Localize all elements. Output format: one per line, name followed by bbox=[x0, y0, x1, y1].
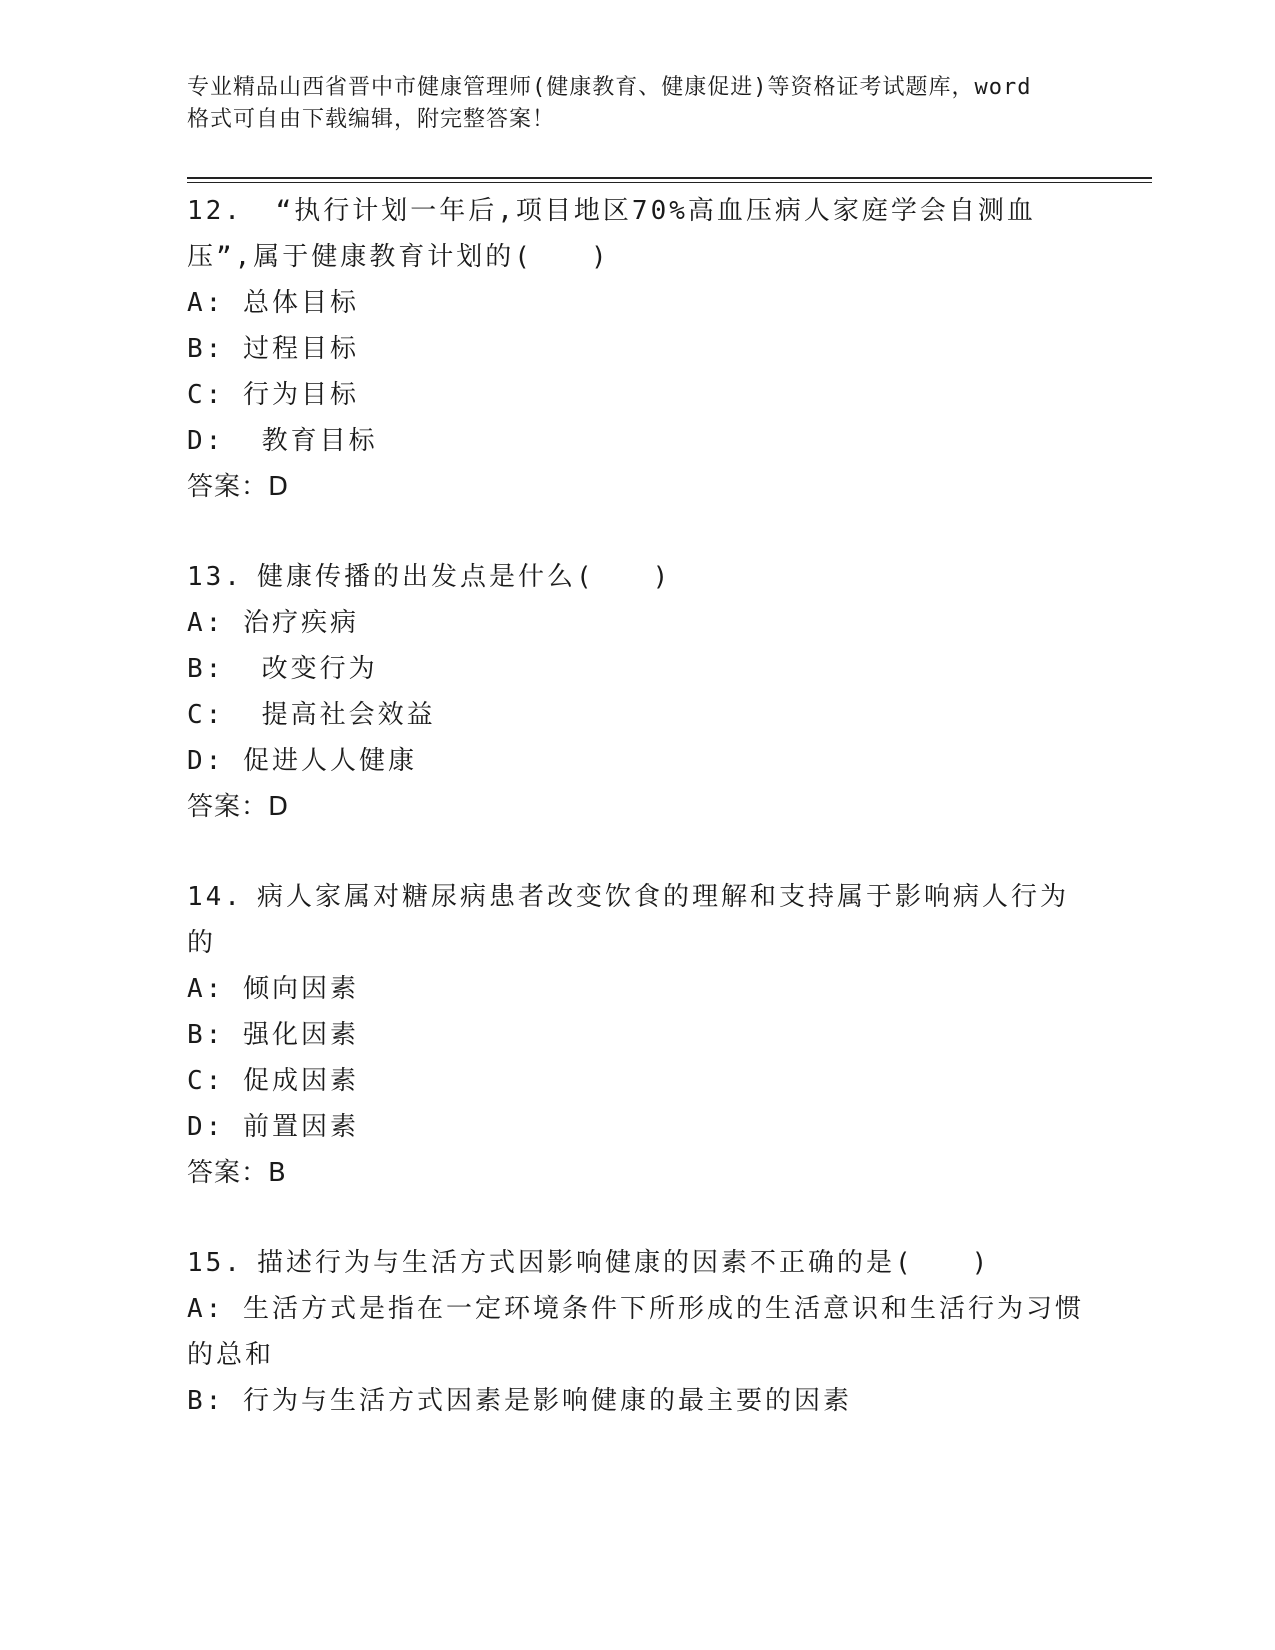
header-divider bbox=[187, 177, 1152, 183]
answer: 答案：D bbox=[187, 472, 290, 502]
question-stem: 描述行为与生活方式因影响健康的因素不正确的是( ) bbox=[256, 1248, 991, 1278]
question-13 bbox=[187, 554, 1087, 830]
question-number: 13. bbox=[187, 562, 243, 592]
question-14 bbox=[187, 874, 1087, 1196]
option-b: B: 改变行为 bbox=[187, 654, 378, 684]
header-line-1: 专业精品山西省晋中市健康管理师(健康教育、健康促进)等资格证考试题库，word bbox=[187, 75, 1032, 100]
option-d: D: 促进人人健康 bbox=[187, 746, 417, 776]
option-c: C: 行为目标 bbox=[187, 380, 359, 410]
question-15 bbox=[187, 1240, 1087, 1424]
option-d: D: 教育目标 bbox=[187, 426, 378, 456]
question-text bbox=[187, 188, 1087, 280]
answer: 答案：D bbox=[187, 792, 290, 822]
question-12 bbox=[187, 188, 1087, 510]
question-text bbox=[187, 1240, 1087, 1286]
question-number: 15. bbox=[187, 1248, 243, 1278]
option-c: C: 提高社会效益 bbox=[187, 700, 436, 730]
header-line-2: 格式可自由下载编辑，附完整答案！ bbox=[187, 107, 556, 132]
question-stem: 病人家属对糖尿病患者改变饮食的理解和支持属于影响病人行为的 bbox=[187, 882, 1069, 958]
option-a: A: 总体目标 bbox=[187, 288, 359, 318]
question-text bbox=[187, 554, 1087, 600]
option-a: A: 治疗疾病 bbox=[187, 608, 359, 638]
option-b: B: 强化因素 bbox=[187, 1020, 359, 1050]
document-header bbox=[187, 72, 1087, 136]
option-a: A: 生活方式是指在一定环境条件下所形成的生活意识和生活行为习惯的总和 bbox=[187, 1294, 1084, 1370]
question-list bbox=[187, 188, 1087, 1468]
option-b: B: 过程目标 bbox=[187, 334, 359, 364]
option-d: D: 前置因素 bbox=[187, 1112, 359, 1142]
question-number: 12. bbox=[187, 196, 243, 226]
option-b: B: 行为与生活方式因素是影响健康的最主要的因素 bbox=[187, 1386, 852, 1416]
question-stem: 健康传播的出发点是什么( ) bbox=[256, 562, 672, 592]
question-number: 14. bbox=[187, 882, 243, 912]
question-text bbox=[187, 874, 1087, 966]
option-a: A: 倾向因素 bbox=[187, 974, 359, 1004]
option-c: C: 促成因素 bbox=[187, 1066, 359, 1096]
question-stem: “执行计划一年后,项目地区70%高血压病人家庭学会自测血压”,属于健康教育计划的( ) bbox=[187, 196, 1036, 272]
answer: 答案：B bbox=[187, 1158, 287, 1188]
